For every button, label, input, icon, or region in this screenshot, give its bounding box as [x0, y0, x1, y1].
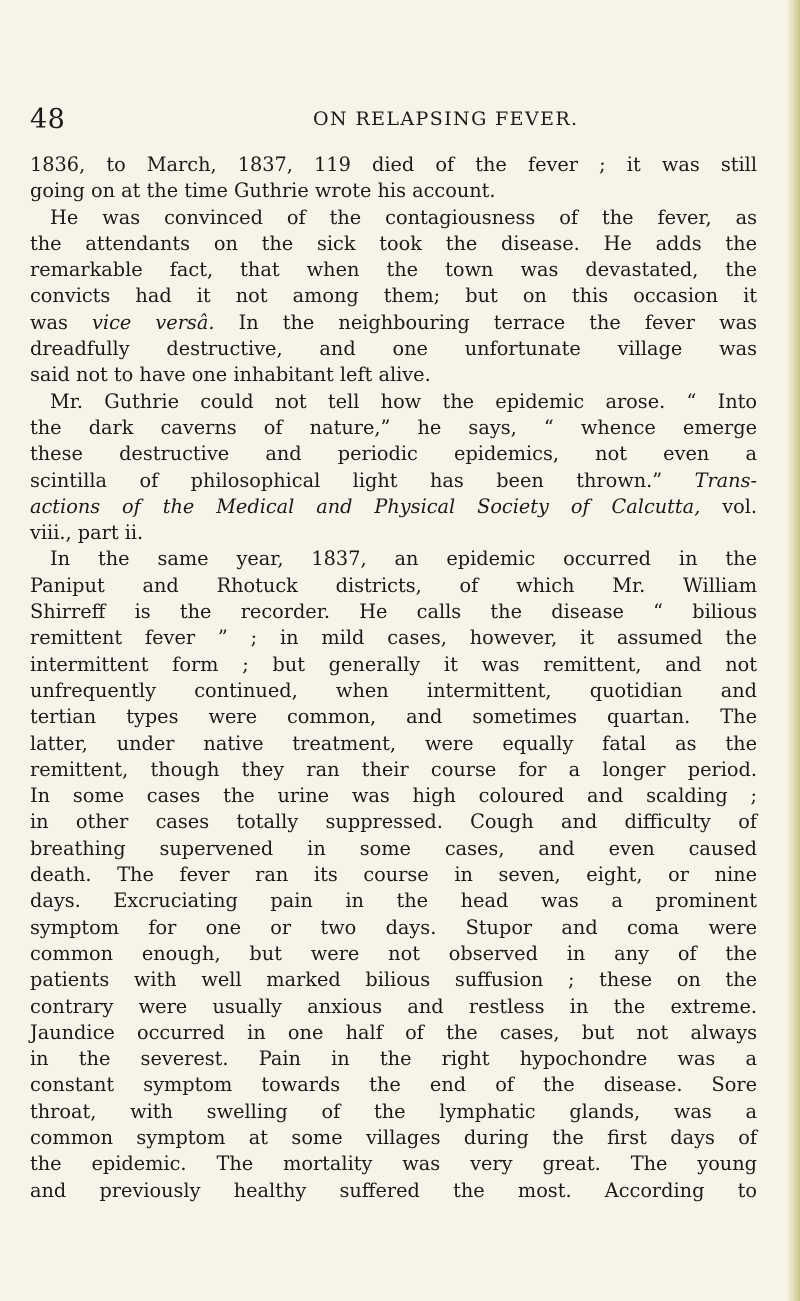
italic-text: vice versâ. — [92, 310, 215, 334]
text-line: dreadfully destructive, and one unfortunate village was — [30, 337, 757, 361]
body-text — [30, 152, 757, 1204]
text-line: remittent fever ” ; in mild cases, however, it assumed the — [30, 626, 757, 650]
text-line: In some cases the urine was high coloured and scalding ; — [30, 784, 757, 808]
text-line: latter, under native treatment, were equally fatal as the — [30, 731, 757, 755]
text-line: remittent, though they ran their course for a longer period. — [30, 757, 757, 781]
text-line — [30, 494, 757, 520]
text-line: days. Excruciating pain in the head was a prominent — [30, 889, 757, 913]
text-line: common enough, but were not observed in any of the — [30, 941, 757, 965]
text-run: was — [30, 310, 93, 334]
text-run: vol. — [700, 494, 757, 518]
text-line: the attendants on the sick took the disease. He adds the — [30, 231, 757, 255]
text-line: breathing supervened in some cases, and even caused — [30, 836, 757, 860]
text-line: in other cases totally suppressed. Cough and difficulty of — [30, 810, 757, 834]
page-number: 48 — [30, 104, 66, 135]
text-line: Paniput and Rhotuck districts, of which Mr. William — [30, 573, 757, 597]
paragraph-start-line: In the same year, 1837, an epidemic occurred in the — [50, 547, 757, 571]
text-line: the dark caverns of nature,” he says, “ whence emerge — [30, 415, 757, 439]
text-line: these destructive and periodic epidemics, not even a — [30, 442, 757, 466]
italic-text: actions of the Medical and Physical Society of Calcutta, — [30, 494, 701, 518]
text-line: remarkable fact, that when the town was devastated, the — [30, 258, 757, 282]
text-line: symptom for one or two days. Stupor and coma were — [30, 915, 757, 939]
text-line: and previously healthy suffered the most. According to — [30, 1178, 757, 1202]
paragraph-start-line: Mr. Guthrie could not tell how the epidemic arose. “ Into — [50, 389, 757, 413]
page-header — [30, 104, 750, 138]
text-line: tertian types were common, and sometimes quartan. The — [30, 705, 757, 729]
text-run: In the neighbouring terrace the fever was — [214, 310, 757, 334]
text-line: Jaundice occurred in one half of the cases, but not always — [30, 1020, 757, 1044]
text-run: scintilla of philosophical light has been thrown.” — [30, 468, 695, 492]
text-line: Shirreff is the recorder. He calls the disease “ bilious — [30, 600, 757, 624]
text-line: common symptom at some villages during the first days of — [30, 1125, 757, 1149]
running-head: ON RELAPSING FEVER. — [313, 108, 579, 130]
text-line — [30, 468, 757, 494]
text-line: death. The fever ran its course in seven, eight, or nine — [30, 863, 757, 887]
text-line — [30, 310, 757, 336]
text-line: intermittent form ; but generally it was remittent, and not — [30, 652, 757, 676]
paragraph-start-line: He was convinced of the contagiousness of the fever, as — [50, 205, 757, 229]
text-line: going on at the time Guthrie wrote his account. — [30, 179, 496, 203]
text-line: patients with well marked bilious suffusion ; these on the — [30, 968, 757, 992]
italic-text: Trans- — [694, 468, 757, 492]
text-line: viii., part ii. — [30, 521, 144, 545]
page-edge-shadow — [786, 0, 800, 1301]
text-line: the epidemic. The mortality was very great. The young — [30, 1152, 757, 1176]
text-line: convicts had it not among them; but on this occasion it — [30, 284, 757, 308]
text-line: constant symptom towards the end of the disease. Sore — [30, 1073, 757, 1097]
text-line: throat, with swelling of the lymphatic glands, was a — [30, 1099, 757, 1123]
text-line: said not to have one inhabitant left alive. — [30, 363, 431, 387]
text-line: contrary were usually anxious and restless in the extreme. — [30, 994, 757, 1018]
text-line: 1836, to March, 1837, 119 died of the fever ; it was still — [30, 153, 757, 176]
text-line: unfrequently continued, when intermittent, quotidian and — [30, 678, 757, 702]
text-line: in the severest. Pain in the right hypochondre was a — [30, 1047, 757, 1071]
